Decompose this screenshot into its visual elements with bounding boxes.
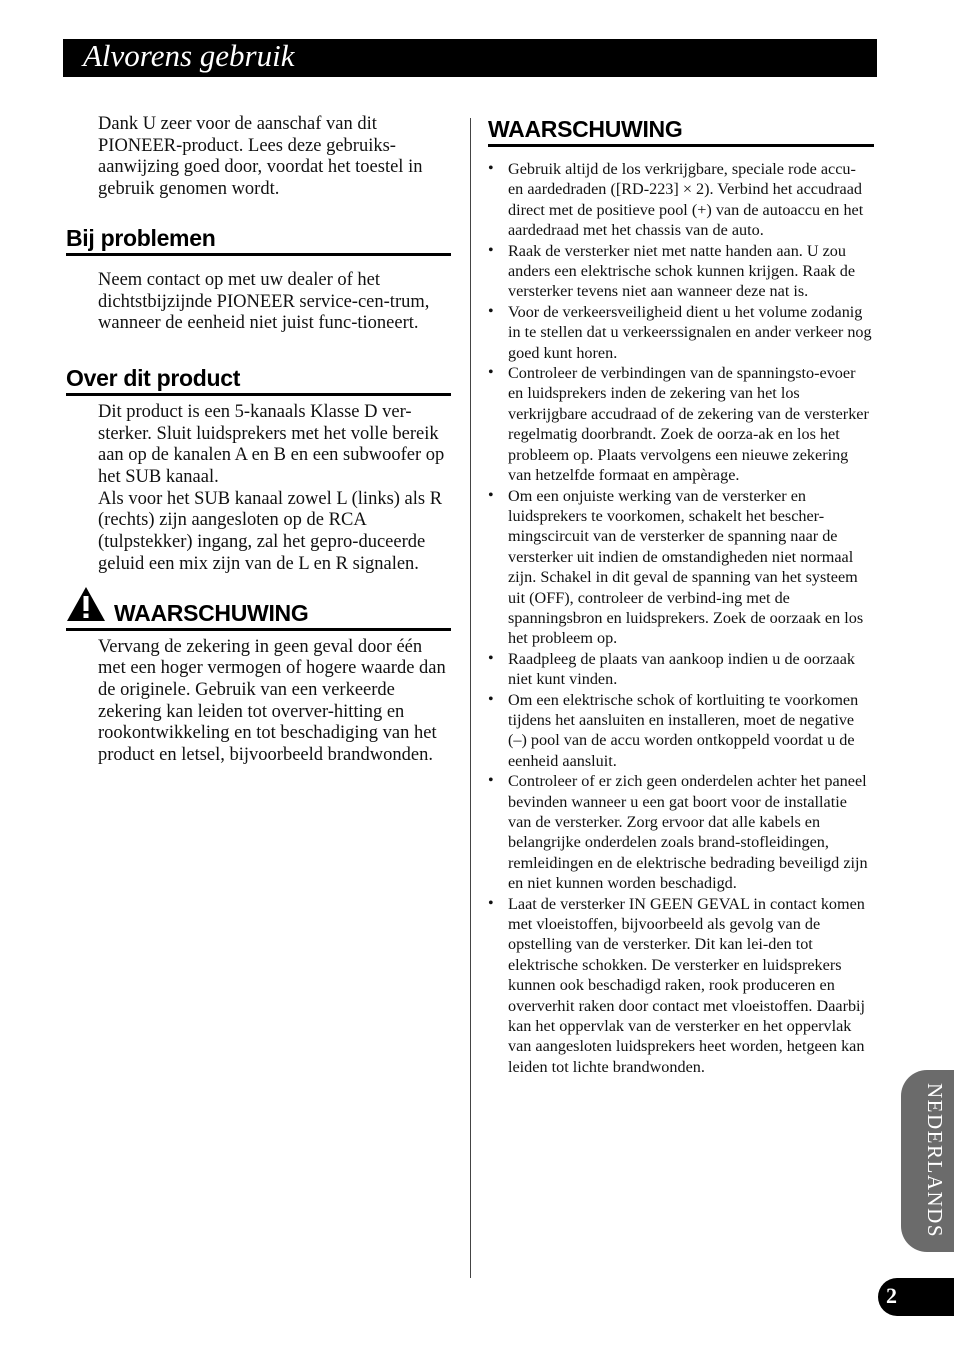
warning-left-label: WAARSCHUWING xyxy=(114,599,309,626)
warning-triangle-icon xyxy=(66,586,106,622)
column-divider xyxy=(470,118,471,1278)
heading-over-dit-product: Over dit product xyxy=(66,363,451,396)
list-item: • Voor de verkeersveiligheid dient u het volume zodanig in te stellen dat u verkeerssignalen en ander verkeer nog goed kunt horen. xyxy=(488,302,874,363)
list-item: • Om een onjuiste werking van de versterker en luidsprekers te voorkomen, schakelt het bescher-mingscircuit van de versterker de spanning naar de versterker uit indien de omstandigheden niet normaal zijn. Schakel in dit geval de spanning van het systeem uit (OFF), controleer de verbind-ing met de spanningsbron en luidsprekers. Zoek de oorzaak en los het probleem op. xyxy=(488,486,874,649)
page-number-badge xyxy=(878,1278,954,1316)
list-item: • Controleer de verbindingen van de spanningsto-evoer en luidsprekers inden de zekering van het los verkrijgbare accudraad of de zekering van de versterker regelmatig doorbrandt. Zoek de oorza-ak en los het probleem op. Plaats vervolgens een nieuwe zekering van hetzelfde formaat en ampèrage. xyxy=(488,363,874,485)
over-product-text-2: Als voor het SUB kanaal zowel L (links) als R (rechts) zijn aangesloten op de RCA (tulpstekker) ingang, zal het gepro-duceerde geluid een mix zijn van de L en R signalen. xyxy=(98,488,443,574)
page-number: 2 xyxy=(886,1283,897,1308)
intro-text: Dank U zeer voor de aanschaf van dit PIONEER-product. Lees deze gebruiks-aanwijzing goed door, voordat het toestel in gebruik genomen wordt. xyxy=(98,114,423,200)
page-title-bar xyxy=(63,39,877,77)
heading-warning-left xyxy=(66,598,451,631)
page-title: Alvorens gebruik xyxy=(83,38,295,73)
right-column xyxy=(488,114,874,1077)
list-item: • Raak de versterker niet met natte handen aan. U zou anders een elektrische schok kunnen krijgen. Raak de versterker tevens niet aan wanneer deze nat is. xyxy=(488,241,874,302)
warning-left-text: Vervang de zekering in geen geval door één met een hoger vermogen of hogere waarde dan de originele. Gebruik van een verkeerde zekering kan leiden tot overver-hitting en rookontwikkeling en tot beschadiging van het product en letsel, bijvoorbeeld brandwonden. xyxy=(98,636,446,766)
left-column xyxy=(66,114,451,767)
warning-list xyxy=(488,159,874,1077)
list-item: • Raadpleeg de plaats van aankoop indien u de oorzaak niet kunt vinden. xyxy=(488,649,874,690)
heading-bij-problemen: Bij problemen xyxy=(66,223,451,256)
language-tab xyxy=(901,1070,954,1252)
over-product-text-1: Dit product is een 5-kanaals Klasse D ver-sterker. Sluit luidsprekers met het volle bereik aan op de kanalen A en B en een subwoofer op het SUB kanaal. xyxy=(98,401,445,488)
list-item: • Gebruik altijd de los verkrijgbare, speciale rode accu- en aardedraden ([RD-223] × 2). Verbind het accudraad direct met de positieve pool (+) van de autoaccu en het aardedraad met het chassis van de auto. xyxy=(488,159,874,241)
bij-problemen-text: Neem contact op met uw dealer of het dichtstbijzijnde PIONEER service-cen-trum, wanneer de eenheid niet juist func-tioneert. xyxy=(98,269,430,334)
language-tab-label: NEDERLANDS xyxy=(923,1082,947,1238)
list-item: • Laat de versterker IN GEEN GEVAL in contact komen met vloeistoffen, bijvoorbeeld als gevolg van de opstelling van de versterker. Dit kan lei-den tot elektrische schokken. De versterker en luidsprekers kunnen ook beschadigd raken, rook produceren en oververhit raken door contact met vloeistoffen. Daarbij kan het oppervlak van de versterker en het oppervlak van aangesloten luidsprekers heet worden, hetgeen kan leiden tot lichte brandwonden. xyxy=(488,894,874,1078)
list-item: • Controleer of er zich geen onderdelen achter het paneel bevinden wanneer u een gat boort voor de installatie van de versterker. Zorg ervoor dat alle kabels en belangrijke onderdelen zoals brand-stofleidingen, remleidingen en de elektrische bedrading beveiligd zijn en niet kunnen worden beschadigd. xyxy=(488,771,874,893)
list-item: • Om een elektrische schok of kortluiting te voorkomen tijdens het aansluiten en installeren, moet de negative (–) pool van de accu worden ontkoppeld voordat u de eenheid aansluit. xyxy=(488,690,874,772)
heading-warning-right: WAARSCHUWING xyxy=(488,114,874,147)
